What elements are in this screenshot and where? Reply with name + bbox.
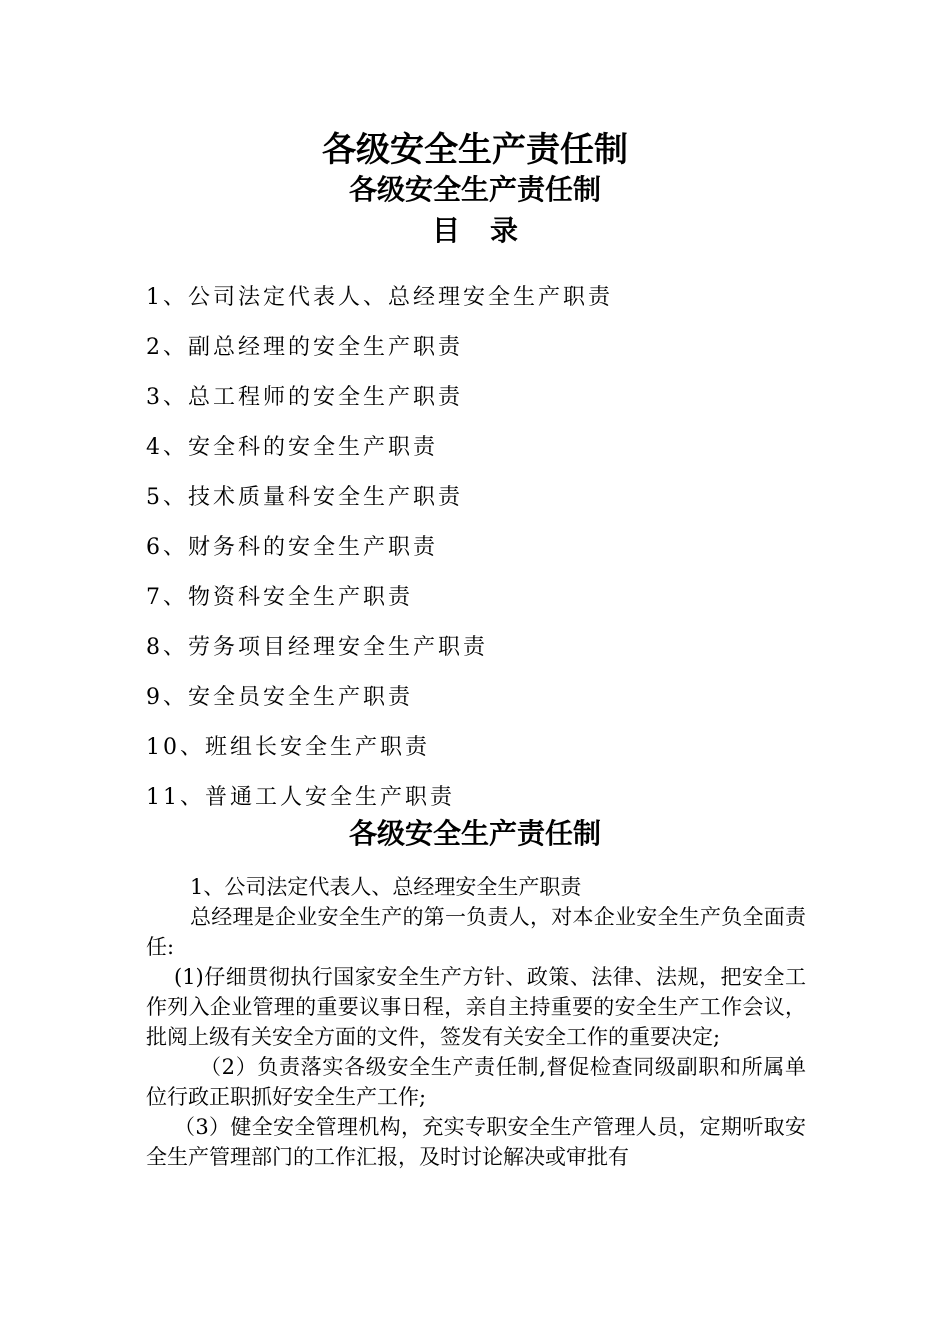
toc-heading-part2: 录 (490, 214, 519, 247)
toc-item: 11、普通工人安全生产职责 (146, 785, 455, 810)
section-title: 各级安全生产责任制 (348, 817, 601, 850)
toc-item: 9、安全员安全生产职责 (146, 685, 413, 710)
body-item-2: （2）负责落实各级安全生产责任制,督促检查同级副职和所属单位行政正职抓好安全生产工作; (146, 1055, 806, 1109)
toc-item: 1、公司法定代表人、总经理安全生产职责 (146, 285, 613, 310)
body-item-3: （3）健全安全管理机构，充实专职安全生产管理人员，定期听取安全生产管理部门的工作汇报，及时讨论解决或审批有 (146, 1115, 806, 1169)
toc-item: 5、技术质量科安全生产职责 (146, 485, 463, 510)
body-intro-paragraph: 总经理是企业安全生产的第一负责人，对本企业安全生产负全面责任: (146, 905, 806, 959)
toc-item: 3、总工程师的安全生产职责 (146, 385, 463, 410)
document-title: 各级安全生产责任制 (322, 130, 628, 170)
toc-item: 7、物资科安全生产职责 (146, 585, 413, 610)
body-heading: 1、公司法定代表人、总经理安全生产职责 (190, 875, 582, 899)
toc-item: 8、劳务项目经理安全生产职责 (146, 635, 488, 660)
toc-heading (0, 213, 950, 249)
toc-item: 10、班组长安全生产职责 (146, 735, 430, 760)
toc-item: 2、副总经理的安全生产职责 (146, 335, 463, 360)
toc-list (146, 280, 846, 830)
toc-heading-part1: 目 (431, 214, 460, 247)
body-item-1: (1)仔细贯彻执行国家安全生产方针、政策、法律、法规，把安全工作列入企业管理的重要议事日程，亲自主持重要的安全生产工作会议，批阅上级有关安全方面的文件，签发有关安全工作的重要决定; (146, 965, 806, 1049)
toc-item: 4、安全科的安全生产职责 (146, 435, 438, 460)
body-text (146, 872, 806, 1172)
toc-item: 6、财务科的安全生产职责 (146, 535, 438, 560)
document-subtitle: 各级安全生产责任制 (348, 173, 601, 206)
